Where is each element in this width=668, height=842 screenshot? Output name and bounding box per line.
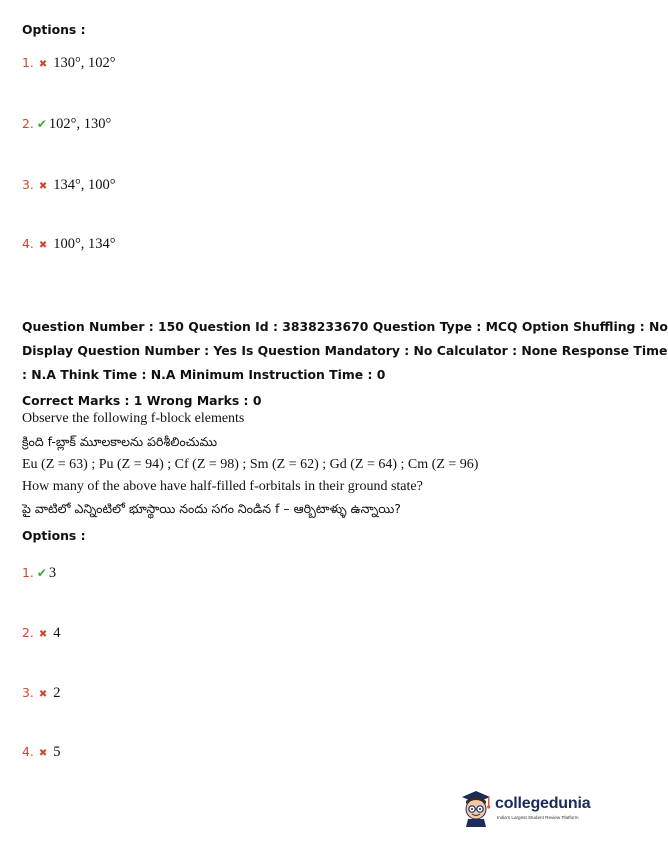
logo-wordmark: collegedunia [495,795,591,812]
cross-icon: ✖ [38,689,48,700]
checkmark-icon: ✔ [36,566,47,580]
question-text: Observe the following f-block elements [22,411,245,426]
question-elements: Eu (Z = 63) ; Pu (Z = 94) ; Cf (Z = 98) ; Sm (Z = 62) ; Gd (Z = 64) ; Cm (Z = 96) [22,457,479,472]
option-number: 4. [22,744,34,759]
option-row[interactable] [22,174,116,194]
options-heading: Options : [22,528,86,543]
option-row[interactable] [22,52,116,72]
option-number: 3. [22,177,34,192]
options-heading: Options : [22,22,86,37]
cross-icon: ✖ [38,240,48,251]
option-number: 1. [22,565,34,580]
question-meta-line: : N.A Think Time : N.A Minimum Instruction Time : 0 [22,367,386,382]
option-row[interactable] [22,741,60,761]
option-row[interactable] [22,562,56,582]
option-number: 1. [22,55,34,70]
cross-icon: ✖ [38,748,48,759]
question-meta-line: Display Question Number : Yes Is Question Mandatory : No Calculator : None Response Time [22,343,668,358]
option-value: 134°, 100° [53,177,116,193]
question-text: How many of the above have half-filled f-orbitals in their ground state? [22,479,423,494]
cross-icon: ✖ [38,59,48,70]
question-text-telugu: పై వాటిలో ఎన్నింటిలో భూస్థాయి నందు సగం నిండిన f – ఆర్బిటాళ్ళు ఉన్నాయి? [22,501,401,516]
option-value: 4 [53,625,61,641]
option-value: 130°, 102° [53,55,116,71]
option-value: 100°, 134° [53,236,116,252]
option-number: 3. [22,685,34,700]
option-value: 102°, 130° [48,116,112,132]
option-row[interactable] [22,622,60,642]
option-number: 2. [22,625,34,640]
collegedunia-logo [458,787,591,831]
option-row[interactable] [22,682,60,702]
option-number: 2. [22,116,34,131]
option-row[interactable] [22,113,111,133]
checkmark-icon: ✔ [36,117,47,131]
logo-tagline: India's Largest Student Review Platform [497,815,579,820]
question-text-telugu: క్రింది f-బ్లాక్ మూలకాలను పరిశీలించుము [22,434,218,449]
option-row[interactable] [22,233,116,253]
option-number: 4. [22,236,34,251]
marks-line: Correct Marks : 1 Wrong Marks : 0 [22,393,262,408]
cross-icon: ✖ [38,181,48,192]
cross-icon: ✖ [38,629,48,640]
option-value: 3 [48,565,57,581]
option-value: 5 [53,744,61,760]
question-meta-line: Question Number : 150 Question Id : 3838233670 Question Type : MCQ Option Shuffling : No [22,319,668,334]
option-value: 2 [53,685,61,701]
graduate-mascot-icon [458,787,494,827]
